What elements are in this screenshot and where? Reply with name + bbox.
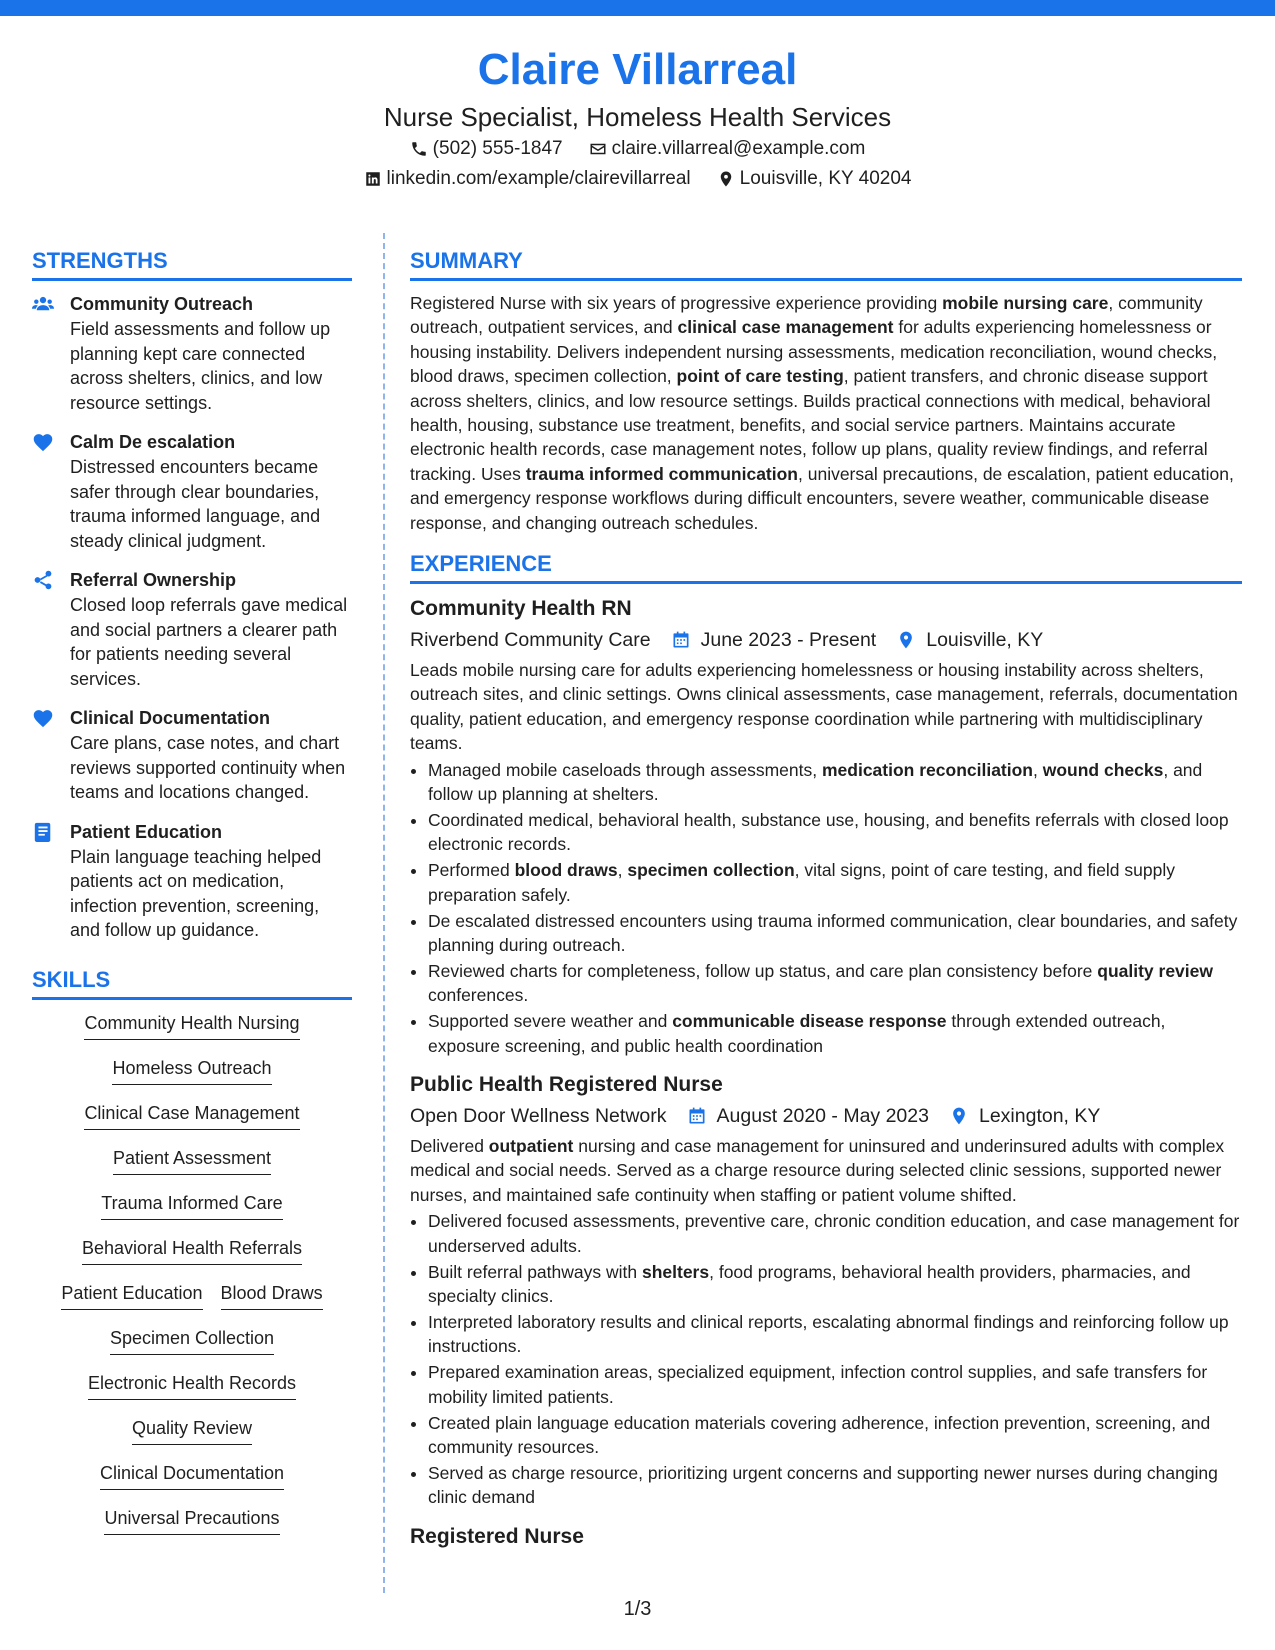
map-pin-icon [896, 630, 916, 650]
strength-item [32, 291, 352, 415]
strength-title: Calm De escalation [70, 432, 236, 452]
strength-description: Care plans, case notes, and chart reviews supported continuity when teams and locations changed. [70, 733, 346, 802]
map-pin-icon [949, 1106, 969, 1126]
bullet-text: Reviewed charts for completeness, follow up status, and care plan consistency before [428, 960, 1098, 981]
bullet-text: , vital signs, point of care testing, and field supply preparation safely. [428, 860, 1175, 905]
strength-body [70, 291, 352, 415]
skill-tag: Universal Precautions [104, 1505, 279, 1535]
resume-header [0, 42, 1275, 194]
job-title: Community Health RN [410, 597, 632, 621]
summary-bold-text: mobile nursing care [942, 293, 1109, 313]
job-dates-text: June 2023 - Present [700, 629, 877, 652]
bullet-text: Performed [428, 860, 515, 881]
job-dates [687, 1100, 929, 1132]
job-description-text: Leads mobile nursing care for adults experiencing homelessness or housing instability across shelters, outreach sites, and clinic settings. Owns clinical assessments, case management, referrals, documentation quality, patient education, and emergency response coordination while partnering with multidisciplinary teams. [410, 660, 1238, 754]
job-entry [410, 1070, 1242, 1510]
job-bullet [428, 858, 1242, 907]
map-pin-icon [717, 170, 735, 188]
calendar-icon [687, 1106, 707, 1126]
summary-text [410, 291, 1242, 535]
contact-row-1 [0, 134, 1275, 164]
bullet-text: De escalated distressed encounters using trauma informed communication, clear boundaries, and safety planning during outreach. [428, 910, 1238, 956]
job-bullet [428, 758, 1242, 807]
job-location-text: Louisville, KY [926, 629, 1044, 652]
strength-title: Patient Education [70, 821, 223, 842]
job-description [410, 658, 1242, 756]
skill-tag: Electronic Health Records [88, 1370, 296, 1400]
book-icon [32, 819, 70, 943]
bullet-text: , and follow up planning at shelters. [428, 759, 1203, 805]
skill-tag: Community Health Nursing [84, 1010, 299, 1040]
job-entry [410, 1522, 1242, 1552]
bullet-text: conferences. [428, 985, 529, 1006]
linkedin-icon [364, 170, 382, 188]
job-entry [410, 594, 1242, 1058]
job-dates [671, 624, 877, 656]
strength-description: Distressed encounters became safer through clear boundaries, trauma informed language, and steady clinical judgment. [70, 457, 321, 551]
bullet-text: Served as charge resource, prioritizing urgent concerns and supporting newer nurses during changing clinic demand [428, 1462, 1218, 1508]
job-title: Public Health Registered Nurse [410, 1073, 723, 1097]
location-item [717, 164, 912, 194]
job-description-bold-text: outpatient [488, 1136, 574, 1157]
skill-row [32, 1370, 352, 1415]
job-title: Registered Nurse [410, 1524, 584, 1548]
skill-tag: Quality Review [132, 1415, 252, 1445]
job-location-text: Lexington, KY [978, 1105, 1101, 1128]
summary-text: , patient transfers, and chronic disease support across shelters, clinics, and low resource settings. Builds practical connections with medical, behavioral health, housing, substance use treatment, benefits, and social service partners. Maintains accurate electronic health records, case management notes, follow up plans, quality review findings, and referral tracking. Uses [410, 366, 1211, 484]
heart-icon [32, 429, 70, 553]
envelope-icon [589, 140, 607, 158]
skill-tag: Trauma Informed Care [101, 1190, 282, 1220]
bullet-text: Interpreted laboratory results and clinical reports, escalating abnormal findings and reinforcing follow up instructions. [428, 1311, 1229, 1357]
skill-row [32, 1190, 352, 1235]
skill-row [32, 1280, 352, 1325]
job-bullet [428, 909, 1242, 958]
phone-text: (502) 555-1847 [432, 138, 563, 159]
calendar-icon [671, 630, 691, 650]
job-dates-text: August 2020 - May 2023 [716, 1105, 929, 1128]
bullet-text: Built referral pathways with [428, 1261, 642, 1282]
job-bullet [428, 1209, 1242, 1258]
skill-row [32, 1505, 352, 1550]
skill-row [32, 1415, 352, 1460]
skill-tag: Patient Assessment [113, 1145, 271, 1175]
strength-item [32, 705, 352, 805]
bullet-text: Coordinated medical, behavioral health, substance use, housing, and benefits referrals with closed loop electronic records. [428, 810, 1229, 855]
strength-description: Closed loop referrals gave medical and social partners a clearer path for patients needing several services. [70, 595, 348, 689]
job-location [949, 1100, 1100, 1132]
summary-text: for adults experiencing homelessness or housing instability. Delivers independent nursing assessments, medication reconciliation, wound checks, blood draws, specimen collection, [410, 317, 1218, 387]
phone-item [410, 134, 563, 164]
page-number: 1/3 [623, 1598, 652, 1620]
heart-icon [32, 705, 70, 805]
strengths-list [32, 291, 352, 943]
job-bullet [428, 1360, 1242, 1409]
job-bullet [428, 1009, 1242, 1058]
strength-body [70, 705, 352, 805]
top-accent-bar [0, 0, 1275, 16]
bullet-text: Supported severe weather and [428, 1011, 673, 1032]
skill-row [32, 1145, 352, 1190]
bullet-text: through extended outreach, exposure screening, and public health coordination [428, 1011, 1166, 1056]
column-divider [383, 233, 385, 1593]
right-column [410, 246, 1242, 1564]
job-bullets [410, 1209, 1242, 1509]
bullet-text: Delivered focused assessments, preventive care, chronic condition education, and case management for underserved adults. [428, 1211, 1240, 1256]
contact-row-2 [0, 164, 1275, 194]
company-name: Open Door Wellness Network [410, 1105, 667, 1128]
strength-item [32, 819, 352, 943]
strength-title: Referral Ownership [70, 570, 237, 590]
job-description [410, 1134, 1242, 1207]
strength-body [70, 819, 352, 943]
skill-row [32, 1010, 352, 1055]
location-text: Louisville, KY 40204 [739, 168, 912, 189]
linkedin-text: linkedin.com/example/clairevillarreal [386, 168, 691, 189]
summary-text: , universal precautions, de escalation, patient education, and emergency response workflows during difficult encounters, severe weather, communicable disease response, and changing outreach schedules. [410, 463, 1234, 533]
linkedin-item[interactable] [364, 164, 691, 194]
summary-bold-text: clinical case management [677, 317, 894, 338]
job-bullet [428, 1310, 1242, 1359]
bullet-bold-text: wound checks [1042, 759, 1164, 780]
job-description-text: nursing and case management for uninsured and underinsured adults with complex medical and social needs. Served as a charge resource during selected clinic sessions, supported newer nurses, and maintained safe continuity when staffing or patient volume shifted. [410, 1136, 1225, 1205]
strength-item [32, 429, 352, 553]
left-column [32, 246, 352, 1550]
job-meta [410, 624, 1242, 656]
strength-item [32, 567, 352, 691]
strength-description: Plain language teaching helped patients act on medication, infection prevention, screening, and follow up guidance. [70, 846, 322, 940]
skills-heading: SKILLS [32, 965, 352, 1000]
bullet-bold-text: specimen collection [627, 860, 795, 881]
bullet-text: Created plain language education materials covering adherence, infection prevention, screening, and community resources. [428, 1412, 1211, 1457]
skill-tag: Clinical Case Management [84, 1100, 299, 1130]
candidate-role: Nurse Specialist, Homeless Health Services [383, 102, 892, 132]
strength-title: Community Outreach [70, 294, 254, 314]
job-bullet [428, 1260, 1242, 1309]
strength-body [70, 429, 352, 553]
skill-tag: Blood Draws [221, 1280, 323, 1310]
strength-title: Clinical Documentation [70, 708, 271, 728]
users-icon [32, 291, 70, 415]
summary-heading: SUMMARY [410, 246, 1242, 281]
bullet-bold-text: shelters [641, 1261, 710, 1282]
job-location [896, 624, 1043, 656]
job-bullets [410, 758, 1242, 1058]
skill-row [32, 1055, 352, 1100]
bullet-text: Prepared examination areas, specialized equipment, infection control supplies, and safe transfers for mobility limited patients. [428, 1362, 1208, 1407]
skill-tag: Clinical Documentation [100, 1460, 284, 1490]
skills-list [32, 1010, 352, 1550]
job-bullet [428, 808, 1242, 857]
email-item[interactable] [589, 134, 866, 164]
skill-tag: Specimen Collection [110, 1325, 274, 1355]
experience-list [410, 594, 1242, 1552]
bullet-text: , food programs, behavioral health providers, pharmacies, and specialty clinics. [428, 1261, 1191, 1306]
summary-bold-text: trauma informed communication [525, 463, 798, 484]
skill-tag: Behavioral Health Referrals [82, 1235, 302, 1265]
email-text: claire.villarreal@example.com [611, 138, 866, 159]
summary-text: Registered Nurse with six years of progressive experience providing [410, 293, 943, 313]
skill-row [32, 1325, 352, 1370]
job-meta [410, 1100, 1242, 1132]
phone-icon [410, 140, 428, 158]
skill-row [32, 1235, 352, 1280]
strength-body [70, 567, 352, 691]
summary-text: , community outreach, outpatient services, and [410, 293, 1203, 338]
job-bullet [428, 959, 1242, 1008]
candidate-name: Claire Villarreal [477, 45, 798, 94]
job-bullet [428, 1411, 1242, 1460]
bullet-bold-text: quality review [1097, 960, 1213, 981]
skill-tag: Patient Education [61, 1280, 202, 1310]
bullet-text: Managed mobile caseloads through assessments, [428, 759, 822, 780]
bullet-bold-text: blood draws [514, 860, 618, 881]
strengths-heading: STRENGTHS [32, 246, 352, 281]
strength-description: Field assessments and follow up planning kept care connected across shelters, clinics, and low resource settings. [70, 319, 331, 413]
summary-bold-text: point of care testing [676, 366, 844, 387]
job-description-text: Delivered [410, 1136, 489, 1157]
experience-heading: EXPERIENCE [410, 549, 1242, 584]
bullet-bold-text: medication reconciliation [821, 759, 1034, 780]
skill-tag: Homeless Outreach [112, 1055, 271, 1085]
bullet-text: , [617, 860, 628, 881]
company-name: Riverbend Community Care [410, 629, 651, 652]
job-bullet [428, 1461, 1242, 1510]
skill-row [32, 1100, 352, 1145]
share-icon [32, 567, 70, 691]
bullet-text: , [1033, 759, 1043, 780]
bullet-bold-text: communicable disease response [672, 1011, 947, 1032]
skill-row [32, 1460, 352, 1505]
